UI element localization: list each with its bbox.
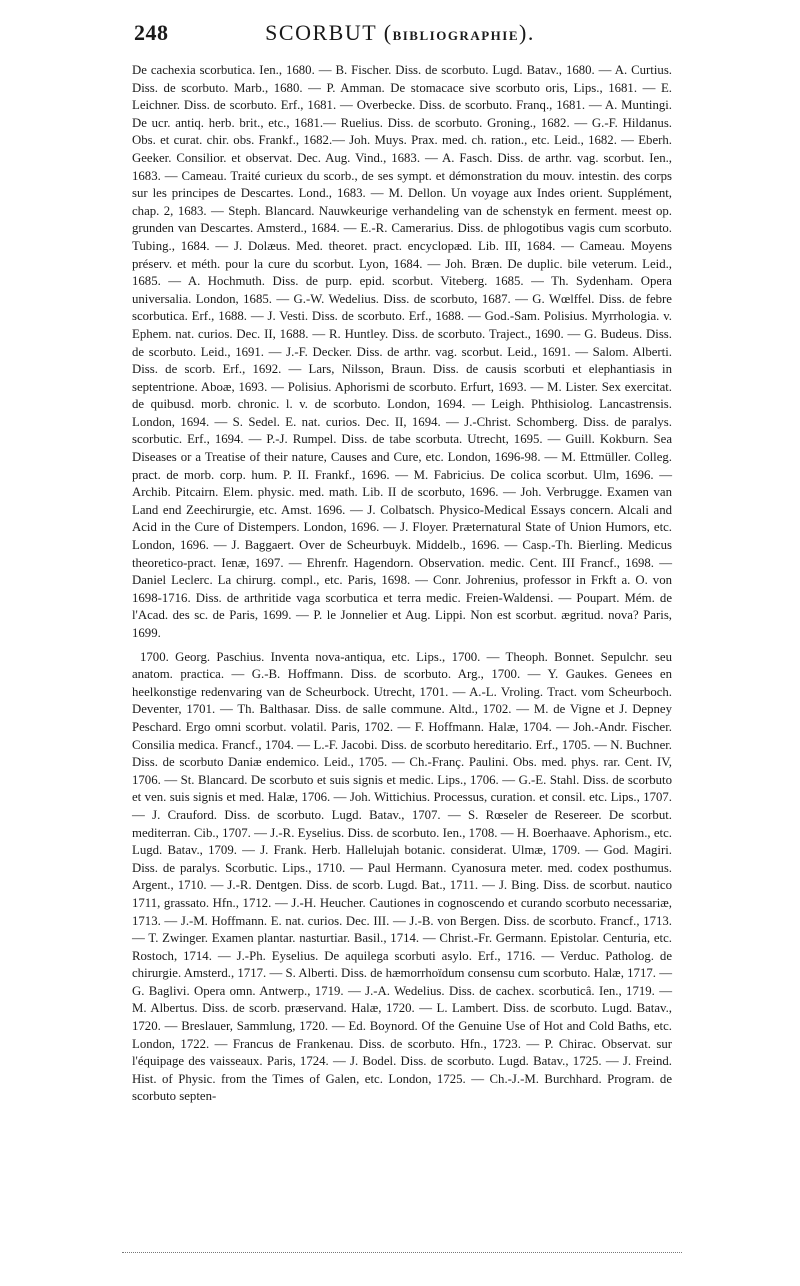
page-number: 248 [134,20,169,45]
header-subtitle: BIBLIOGRAPHIE [392,28,519,43]
running-title: SCORBUT (BIBLIOGRAPHIE). [265,20,535,45]
bottom-dotted-rule [122,1252,682,1255]
bibliography-paragraph-1: De cachexia scorbutica. Ien., 1680. — B. Fischer. Diss. de scorbuto. Lugd. Batav., 1680. — A. Curtius. Diss. de scorbuto. Marb., 1680. — P. Amman. De stomacace sive scorbuto oris, Lips., 1681. — E. Leichner. Diss. de scorbuto. Erf., 1681. — Overbecke. Diss. de scorbuto. Franq., 1681. — A. Muntingi. De ucr. antiq. herb. brit., etc., 1681.— Ruelius. Diss. de scorbuto. Groning., 1682. — G.-F. Hildanus. Obs. et curat. chir. obs. Frankf., 1682.— Joh. Muys. Prax. med. ch. ration., etc. Leid., 1682. — Eberh. Geeker. Consilior. et observat. Dec. Aug. Vind., 1683. — A. Fasch. Diss. de arthr. vag. scorbut. Ien., 1683. — Cameau. Traité curieux du scorb., de ses sympt. et démonstration du mouv. intestin. des corps sur les principes de Descartes. Lond., 1683. — M. Dellon. Un voyage aux Indes orient. Supplément, chap. 2, 1683. — Steph. Blancard. Nauwkeurige verhandeling van de schenstyk en ferment. meest op. grunden van Descartes. Amsterd., 1684. — E.-R. Camerarius. Diss. de phlogotibus vagis cum scorbuto. Tubing., 1684. — J. Dolæus. Med. theoret. pract. encyclopæd. Lib. III, 1684. — Cameau. Moyens préserv. et méth. pour la cure du scorbut. Lyon, 1684. — Joh. Bræn. De duplic. bile veterum. Leid., 1685. — A. Hochmuth. Diss. de purp. epid. scorbut. Viteberg. 1685. — Th. Sydenham. Opera universalia. London, 1685. — G.-W. Wedelius. Diss. de scorbuto, 1687. — G. Wœlffel. Diss. de febre scorbutica. Erf., 1688. — J. Vesti. Diss. de scorbuto. Erf., 1688. — God.-Sam. Polisius. Myrrhologia. v. Ephem. nat. curios. Dec. II, 1688. — R. Huntley. Diss. de scorbuto. Traject., 1690. — G. Budeus. Diss. de scorbuto. Leid., 1691. — J.-F. Decker. Diss. de arthr. vag. scorbut. Leid., 1691. — Salom. Alberti. Diss. de scorb. Erf., 1692. — Lars, Nilsson, Braun. Diss. de causis scorbuti et elephantiasis in septentrione. Aboæ, 1693. — Polisius. Aphorismi de scorbuto. Erfurt, 1693. — M. Lister. Sex exercitat. de quibusd. morb. chronic. l. v. de scorbuto. London, 1694. — Leigh. Phthisiolog. Lancastrensis. London, 1694. — S. Sedel. E. nat. curios. Dec. II, 1694. — J.-Christ. Schomberg. Diss. de paralys. scorbutic. Erf., 1694. — P.-J. Rumpel. Diss. de tabe scorbuta. Utrecht, 1695. — Guill. Kokburn. Sea Diseases or a Treatise of their nature, Causes and Cure, etc. London, 1696-98. — M. Ettmüller. Colleg. pract. de morb. corp. hum. P. II. Frankf., 1696. — M. Fabricius. De colica scorbut. Ulm, 1696. — Archib. Pitcairn. Elem. physic. med. math. Lib. II de scorbuto, 1696. — Joh. Verbrugge. Examen van Land end Zeechirurgie, etc. Amst. 1696. — J. Colbatsch. Physico-Medical Essays concern. Alcali and Acid in the Cure of Distempers. London, 1696. — J. Floyer. Præternatural State of Union Humors, etc. London, 1696. — J. Baggaert. Over de Scheurbuyk. Middelb., 1696. — Casp.-Th. Bierling. Medicus theoretico-pract. Ienæ, 1697. — Ehrenfr. Hagendorn. Observation. medic. Cent. III Francf., 1698. — Daniel Leclerc. La chirurg. compl., etc. Paris, 1698. — Conr. Johrenius, professor in Frkft a. O. von 1698-1716. Diss. de arthritide vaga scorbutica et terra medic. Freien-Waldensi. — Poupart. Mém. de l'Acad. des sc. de Paris, 1699. — P. le Jonnelier et Aug. Lippi. Non est scorbut. ægritud. nova? Paris, 1699. [132,63,672,640]
bibliography-paragraph-2: 1700. Georg. Paschius. Inventa nova-antiqua, etc. Lips., 1700. — Theoph. Bonnet. Sepulchr. seu anatom. practica. — G.-B. Hoffmann. Diss. de scorbuto. Arg., 1700. — Y. Gaukes. Genees en heelkonstige redenvaring van de Scheurbock. Utrecht, 1701. — A.-L. Vroling. Tract. vom Scheurboch. Deventer, 1701. — Th. Balthasar. Diss. de salle commune. Altd., 1702. — M. de Vigne et J. Depney Peschard. Ergo omni scorbut. volatil. Paris, 1702. — F. Hoffmann. Halæ, 1704. — Joh.-Andr. Fischer. Consilia medica. Francf., 1704. — L.-F. Jacobi. Diss. de scorbuto hereditario. Erf., 1705. — N. Buchner. Diss. de scorbuto Daniæ endemico. Leid., 1705. — Ch.-Franç. Paulini. Obs. med. phys. rar. Cent. IV, 1706. — St. Blancard. De scorbuto et suis signis et medic. Lips., 1706. — G.-E. Stahl. Diss. de scorbuto et ven. suis signis et med. Halæ, 1706. — Joh. Wittichius. Processus, curation. et consil. etc. Lips., 1707. — J. Crauford. Diss. de scorbuto. Lugd. Batav., 1707. — S. Rœseler de Resereer. De scorbut. mediterran. Cib., 1707. — J.-R. Eyselius. Diss. de scorbuto. Ien., 1708. — H. Boerhaave. Aphorism., etc. Lugd. Batav., 1709. — J. Frank. Herb. Hallelujah botanic. considerat. Ulmæ, 1709. — God. Magiri. Diss. de paralys. Scorbutic. Lips., 1710. — Paul Hermann. Cyanosura meter. med. codex posthumus. Argent., 1710. — J.-R. Dentgen. Diss. de scorb. Lugd. Bat., 1711. — J. Bing. Diss. de scorbut. nautico 1711, grassato. Hfn., 1712. — J.-H. Heucher. Cautiones in cognoscendo et curando scorbuto necessariæ, 1713. — J.-M. Hoffmann. E. nat. curios. Dec. III. — J.-B. von Bergen. Diss. de scorbuto. Francf., 1713. — T. Zwinger. Examen plantar. nasturtiar. Basil., 1714. — Christ.-Fr. Germann. Epistolar. Centuria, etc. Rostoch, 1714. — J.-Ph. Eyselius. De aquilega scorbuti asylo. Erf., 1716. — Verduc. Patholog. de chirurgie. Amsterd., 1717. — S. Alberti. Diss. de hæmorrhoïdum consensu cum scorbuto. Halæ, 1717. — G. Baglivi. Opera omn. Antwerp., 1719. — J.-A. Wedelius. Diss. de cachex. scorbuticâ. Ien., 1719. — M. Albertus. Diss. de scorb. præservand. Halæ, 1720. — L. Lambert. Diss. de scorbuto. Lugd. Batav., 1720. — Breslauer, Sammlung, 1720. — Ed. Boynord. Of the Genuine Use of Hot and Cold Baths, etc. London, 1722. — Francus de Frankenau. Diss. de scorbuto. Hfn., 1723. — P. Chirac. Observat. sur l'équipage des vaisseaux. Paris, 1724. — J. Bodel. Diss. de scorbuto. Lugd. Batav., 1725. — J. Freind. Hist. of Physic. from the Times of Galen, etc. London, 1725. — Ch.-J.-M. Burchhard. Program. de scorbuto septen- [132,649,672,1104]
running-header [0,20,800,56]
bibliography-text [132,62,672,1106]
header-title: SCORBUT [265,20,377,45]
